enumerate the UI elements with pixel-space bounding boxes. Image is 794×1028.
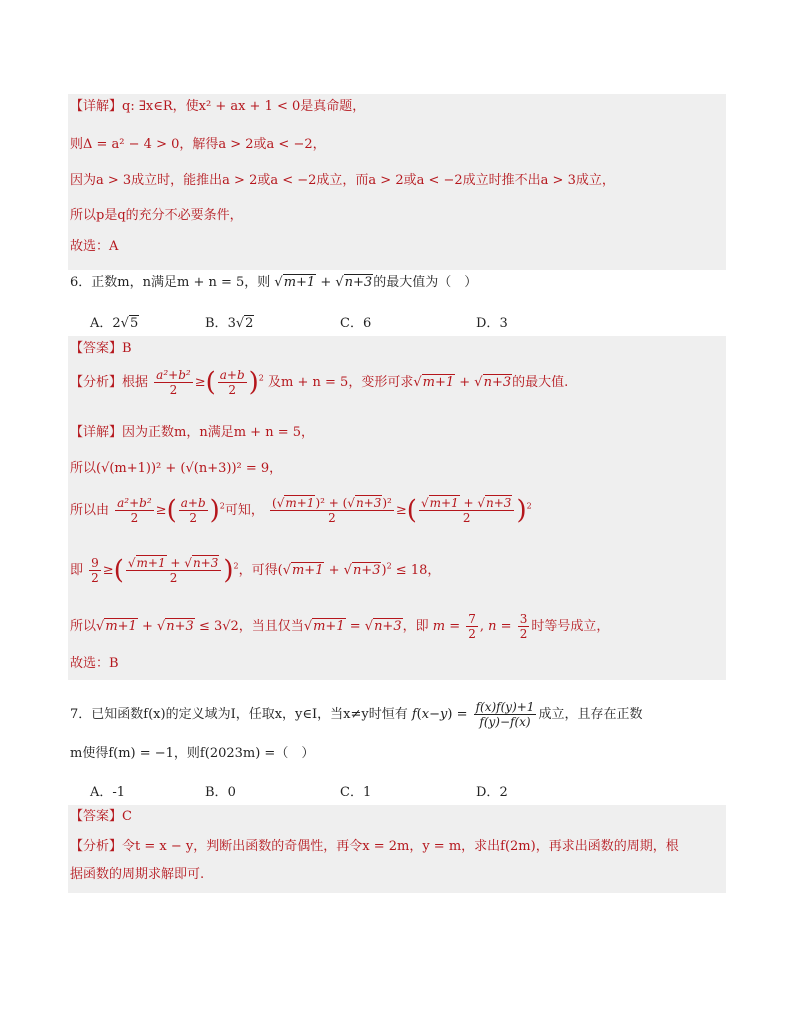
- q5-detail-line: 【详解】q: ∃x∈R，使x² + ax + 1 < 0是真命题，: [70, 99, 366, 114]
- question-number: 6．: [70, 275, 92, 290]
- detail-tag: 【详解】: [70, 425, 123, 440]
- question-number: 7．: [70, 707, 92, 722]
- q6-analysis: 【分析】根据 $\frac{\text{a²+b²}}{2}$ ≥( $\frac{a+b}{2}$ )$^2$ 及m + n = 5，变形可求√m+1 + √n+3的最大值.: [70, 367, 569, 398]
- q6-choice-line: 故选：B: [70, 656, 119, 671]
- q7-answer: 【答案】C: [70, 809, 132, 824]
- q7-analysis-line-1: 【分析】令t = x − y，判断出函数的奇偶性，再令x = 2m，y = m，求出f(2m)，再求出函数的周期，根: [70, 839, 679, 854]
- q6-detail-line-5: 所以√m+1 + √n+3 ≤ 3√2，当且仅当√m+1 = √n+3，即 m = $\frac{7}{2}$ , n = $\frac{3}{2}$ 时等号成立，: [70, 612, 610, 641]
- analysis-tag: 【分析】: [70, 839, 123, 854]
- q5-discriminant-line: 则Δ = a² − 4 > 0，解得a > 2或a < −2，: [70, 137, 326, 152]
- detail-tag: 【详解】: [70, 99, 123, 114]
- q7-option-a[interactable]: A．-1: [90, 785, 126, 800]
- q5-conclusion-line: 所以p是q的充分不必要条件，: [70, 208, 243, 223]
- q6-detail-line-3: 所以由 $\frac{\text{a²+b²}}{2}$ ≥( $\frac{a+b}{2}$ )$^2$可知， $\frac{\text{(√m+1)² + (√n+3)²}}{2}$ ≥( $\frac{√m+1 + √n+3}{2}$ )$^2$: [70, 495, 532, 526]
- q6-detail-line-4: 即 $\frac{9}{2}$ ≥( $\frac{√m+1 + √n+3}{2}$ )$^2$，可得$(√m+1 + √n+3)^2 \le 18$，: [70, 555, 441, 586]
- q7-stem-line-2: m使得f(m) = −1，则f(2023m) =（ ）: [70, 746, 315, 761]
- q7-analysis-line-2: 据函数的周期求解即可.: [70, 867, 205, 882]
- q7-option-c[interactable]: C．1: [340, 785, 372, 800]
- q6-option-c[interactable]: C．6: [340, 316, 372, 331]
- q7-option-d[interactable]: D．2: [476, 785, 508, 800]
- q5-choice-line: 故选：A: [70, 239, 119, 254]
- analysis-tag: 【分析】: [70, 375, 123, 390]
- q6-stem: 6．正数m，n满足m + n = 5，则 √m+1 + √n+3的最大值为（ ）: [70, 275, 478, 290]
- q6-answer: 【答案】B: [70, 341, 132, 356]
- q6-option-d[interactable]: D．3: [476, 316, 508, 331]
- q6-detail-line-1: 【详解】因为正数m，n满足m + n = 5，: [70, 425, 315, 440]
- q6-option-b[interactable]: B．3√2: [205, 316, 254, 331]
- q6-option-a[interactable]: A．2√5: [90, 316, 139, 331]
- q7-stem-line-1: 7．已知函数f(x)的定义域为I，任取x，y∈I，当x≠y时恒有 f(x−y) = $\frac{f(x)f(y)+1}{f(y)-f(x)}$ 成立，且存在正数: [70, 700, 643, 729]
- q6-detail-line-2: 所以(√(m+1))² + (√(n+3))² = 9，: [70, 461, 283, 476]
- q5-reasoning-line: 因为a > 3成立时，能推出a > 2或a < −2成立，而a > 2或a < −2成立时推不出a > 3成立，: [70, 173, 615, 188]
- q7-option-b[interactable]: B．0: [205, 785, 236, 800]
